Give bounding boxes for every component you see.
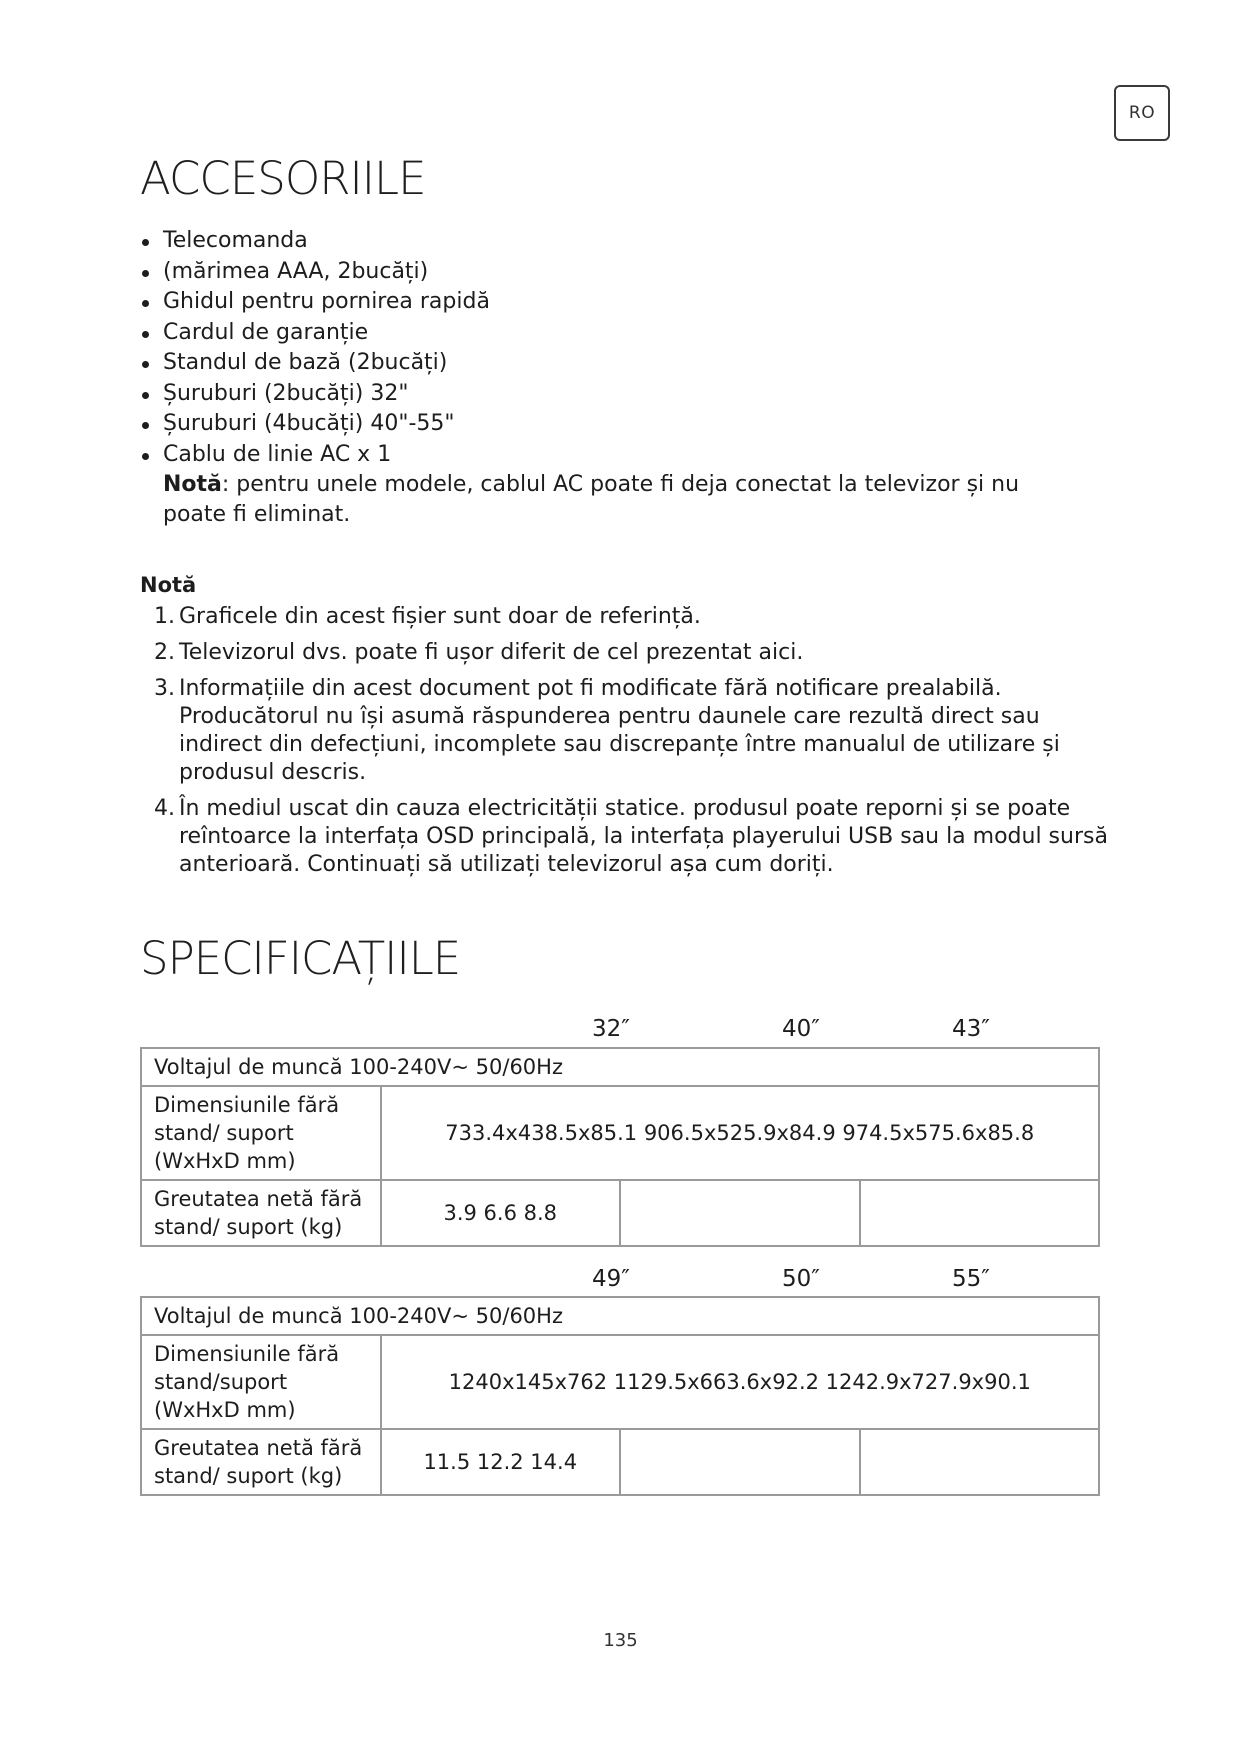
list-item: Ghidul pentru pornirea rapidă [140, 287, 1080, 318]
size-label: 40″ [782, 1016, 820, 1042]
list-item: Standul de bază (2bucăți) [140, 348, 1080, 379]
size-label: 50″ [782, 1266, 820, 1292]
table-row [141, 1297, 1099, 1335]
list-item [154, 639, 1114, 667]
note-number: 4. [154, 796, 175, 821]
list-item [154, 795, 1114, 879]
note-number: 3. [154, 676, 175, 701]
note-label: Notă [163, 472, 222, 497]
empty-cell [620, 1429, 860, 1495]
dimensions-label: Dimensiunile fără stand/ suport (WxHxD mm) [141, 1086, 381, 1180]
note-text: În mediul uscat din cauza electricității statice. produsul poate reporni și se poate reîntoarce la interfața OSD principală, la interfața playerului USB sau la modul sursă anterioară. Continuați să utilizați televizorul așa cum doriți. [179, 796, 1108, 877]
notes-heading: Notă [140, 573, 197, 597]
list-item: Cardul de garanție [140, 318, 1080, 349]
dimensions-values: 1240x145x762 1129.5x663.6x92.2 1242.9x727.9x90.1 [381, 1335, 1100, 1429]
size-label: 43″ [952, 1016, 990, 1042]
weight-label: Greutatea netă fără stand/ suport (kg) [141, 1180, 381, 1246]
spec-table-1 [140, 1047, 1100, 1247]
weight-label: Greutatea netă fără stand/ suport (kg) [141, 1429, 381, 1495]
size-label: 49″ [592, 1266, 630, 1292]
table-row [141, 1086, 1099, 1180]
weight-values: 3.9 6.6 8.8 [381, 1180, 621, 1246]
dimensions-label: Dimensiunile fără stand/suport (WxHxD mm) [141, 1335, 381, 1429]
list-item: Șuruburi (4bucăți) 40"-55" [140, 409, 1080, 440]
table-row [141, 1048, 1099, 1086]
size-header-2 [140, 1266, 1100, 1296]
empty-cell [860, 1180, 1100, 1246]
list-item: (mărimea AAA, 2bucăți) [140, 257, 1080, 288]
note-text: Graficele din acest fișier sunt doar de referință. [179, 604, 701, 629]
size-header-1 [140, 1016, 1100, 1046]
size-label: 32″ [592, 1016, 630, 1042]
language-tag: RO [1114, 85, 1170, 141]
voltage-cell: Voltajul de muncă 100-240V~ 50/60Hz [141, 1297, 1099, 1335]
size-label: 55″ [952, 1266, 990, 1292]
table-row [141, 1335, 1099, 1429]
list-item: Cablu de linie AC x 1 [140, 440, 1080, 471]
empty-cell [860, 1429, 1100, 1495]
accessories-note [163, 470, 1063, 530]
list-item: Șuruburi (2bucăți) 32" [140, 379, 1080, 410]
list-item [154, 603, 1114, 631]
page-number: 135 [603, 1630, 638, 1651]
dimensions-values: 733.4x438.5x85.1 906.5x525.9x84.9 974.5x575.6x85.8 [381, 1086, 1100, 1180]
notes-list [154, 603, 1114, 887]
note-number: 1. [154, 604, 175, 629]
note-text: Informațiile din acest document pot fi modificate fără notificare prealabilă. Producătorul nu își asumă răspunderea pentru daunele care rezultă direct sau indirect din defecțiuni, incomplete sau discrepanțe între manualul de utilizare și produsul descris. [179, 676, 1060, 785]
note-number: 2. [154, 640, 175, 665]
weight-values: 11.5 12.2 14.4 [381, 1429, 621, 1495]
list-item: Telecomanda [140, 226, 1080, 257]
spec-table-2 [140, 1296, 1100, 1496]
specs-title: SPECIFICAȚIILE [140, 932, 461, 985]
note-text: Televizorul dvs. poate fi ușor diferit de cel prezentat aici. [179, 640, 804, 665]
table-row [141, 1429, 1099, 1495]
table-row [141, 1180, 1099, 1246]
empty-cell [620, 1180, 860, 1246]
voltage-cell: Voltajul de muncă 100-240V~ 50/60Hz [141, 1048, 1099, 1086]
list-item [154, 675, 1114, 787]
note-text: : pentru unele modele, cablul AC poate fi deja conectat la televizor și nu poate fi eliminat. [163, 472, 1020, 527]
accessories-title: ACCESORIILE [140, 152, 426, 205]
accessories-list [140, 226, 1080, 470]
